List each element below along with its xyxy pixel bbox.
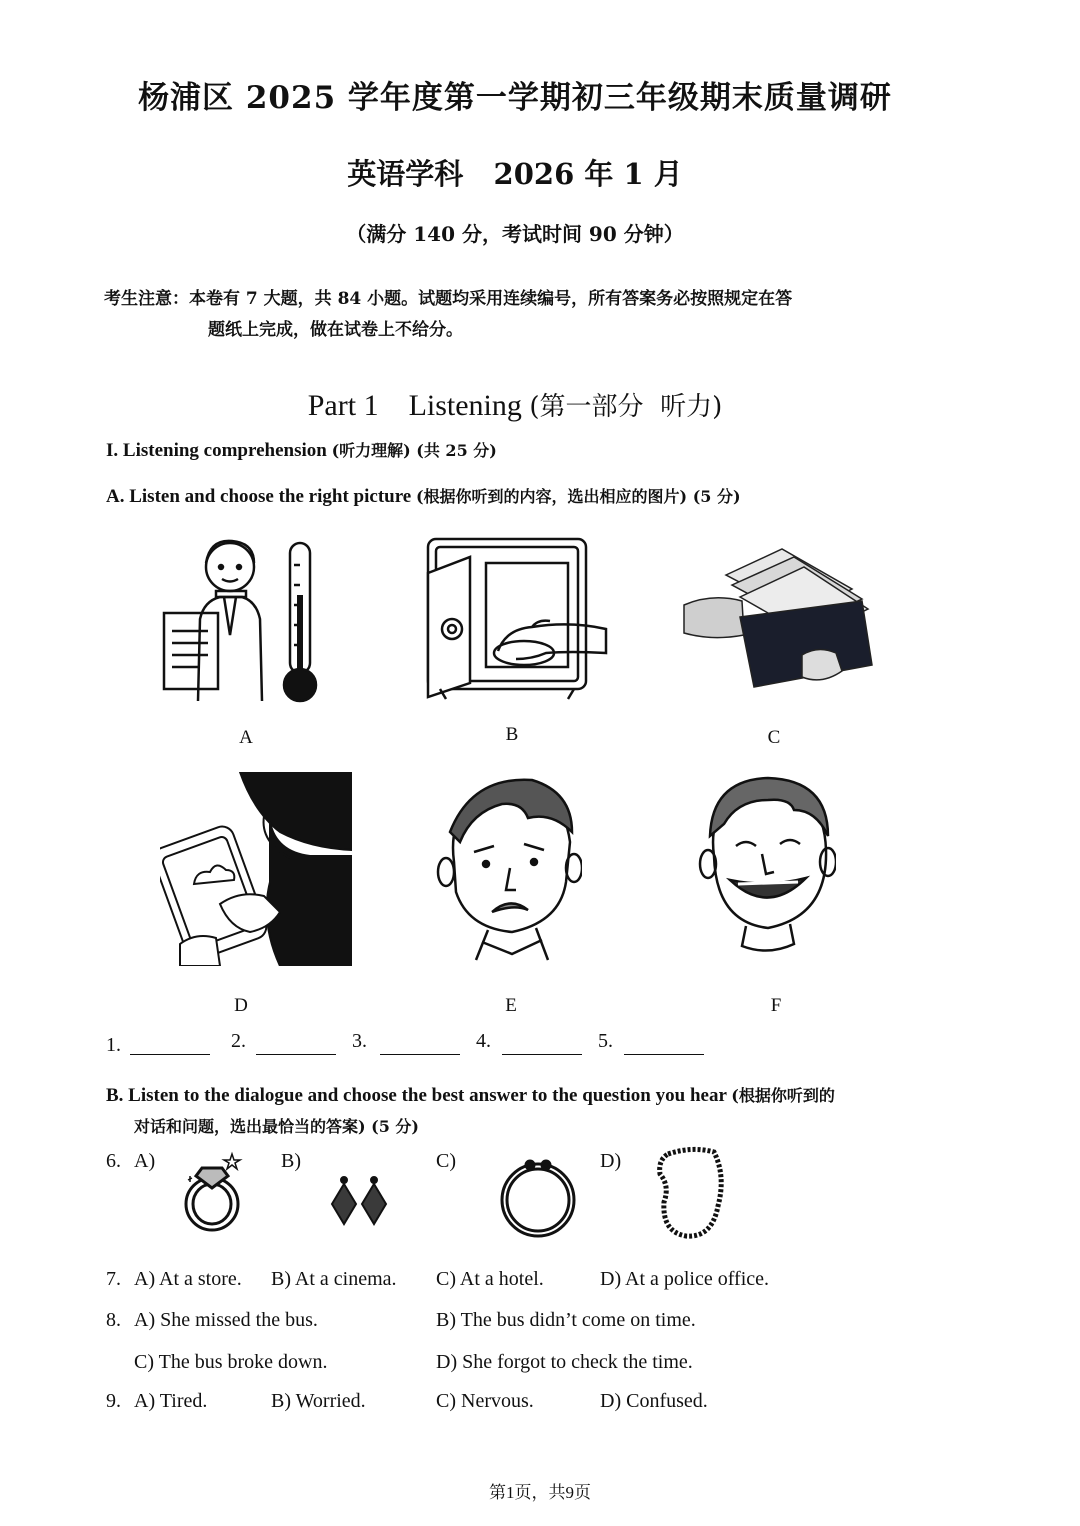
q8-option-b[interactable]: B) The bus didn’t come on time. bbox=[436, 1309, 696, 1331]
section-A-cn: (根据你听到的内容，选出相应的图片) (5 分) bbox=[415, 487, 741, 506]
notice-line-1: 本卷有 7 大题，共 84 小题。试题均采用连续编号，所有答案务必按照规定在答 bbox=[189, 289, 793, 309]
blank-label-3: 3. bbox=[352, 1030, 367, 1052]
q7-option-d[interactable]: D) At a police office. bbox=[600, 1268, 770, 1290]
section-B-heading bbox=[106, 1080, 936, 1142]
section-A-heading bbox=[106, 484, 741, 508]
picture-label-e: E bbox=[505, 995, 517, 1016]
q9-option-d[interactable]: D) Confused. bbox=[600, 1390, 708, 1412]
q8-option-d[interactable]: D) She forgot to check the time. bbox=[436, 1351, 693, 1373]
q7-option-b[interactable]: B) At a cinema. bbox=[271, 1268, 397, 1290]
picture-label-b: B bbox=[505, 724, 519, 745]
earrings-icon bbox=[328, 1174, 390, 1228]
picture-label-a: A bbox=[239, 727, 253, 748]
q7-option-a[interactable]: A) At a store. bbox=[134, 1268, 242, 1290]
exam-notice bbox=[104, 284, 934, 346]
q7-option-c[interactable]: C) At a hotel. bbox=[436, 1268, 544, 1290]
picture-label-f: F bbox=[770, 995, 782, 1016]
page-footer: 第1页，共9页 bbox=[489, 1483, 591, 1502]
q9-option-c[interactable]: C) Nervous. bbox=[436, 1390, 534, 1412]
section-I-en: I. Listening comprehension bbox=[106, 440, 332, 461]
blank-label-1: 1. bbox=[106, 1034, 121, 1056]
section-B-cn-1: (根据你听到的 bbox=[731, 1086, 835, 1105]
notice-line-2: 题纸上完成，做在试卷上不给分。 bbox=[208, 320, 463, 340]
section-A-en: A. Listen and choose the right picture bbox=[106, 486, 416, 507]
notice-label: 考生注意： bbox=[104, 289, 189, 309]
q6-option-c[interactable]: C) bbox=[436, 1150, 456, 1172]
blank-label-2: 2. bbox=[231, 1030, 246, 1052]
doctor-with-thermometer-icon bbox=[160, 535, 330, 705]
exam-score-time: （满分 140 分，考试时间 90 分钟） bbox=[346, 222, 684, 246]
laughing-boy-icon bbox=[698, 776, 836, 956]
part1-cn: (第一部分 听力) bbox=[529, 392, 723, 422]
answer-blank-3[interactable] bbox=[380, 1054, 460, 1055]
exam-title: 杨浦区 2025 学年度第一学期初三年级期末质量调研 bbox=[138, 80, 892, 116]
blank-label-4: 4. bbox=[476, 1030, 491, 1052]
section-B-en: B. Listen to the dialogue and choose the best answer to the question you hear bbox=[106, 1085, 732, 1106]
answer-blank-1[interactable] bbox=[130, 1054, 210, 1055]
part1-en: Part 1 Listening bbox=[307, 389, 530, 422]
hand-in-safe-icon bbox=[420, 533, 610, 703]
q9-number: 9. bbox=[106, 1390, 121, 1412]
exam-subject-date: 英语学科 2026 年 1 月 bbox=[347, 157, 683, 191]
q8-option-c[interactable]: C) The bus broke down. bbox=[134, 1351, 328, 1373]
ring-icon bbox=[180, 1148, 246, 1236]
bracelet-icon bbox=[496, 1156, 580, 1240]
q7-number: 7. bbox=[106, 1268, 121, 1290]
q6-option-a[interactable]: A) bbox=[134, 1150, 156, 1172]
part1-heading bbox=[0, 386, 1030, 423]
worried-boy-icon bbox=[432, 772, 582, 962]
section-B-cn-2: 对话和问题，选出最恰当的答案) (5 分) bbox=[134, 1117, 419, 1136]
necklace-icon bbox=[652, 1146, 732, 1244]
section-I-heading bbox=[106, 438, 497, 462]
person-using-phone-weather-icon bbox=[160, 772, 352, 966]
q8-option-a[interactable]: A) She missed the bus. bbox=[134, 1309, 318, 1331]
answer-blank-5[interactable] bbox=[624, 1054, 704, 1055]
picture-label-c: C bbox=[767, 727, 781, 748]
q9-option-a[interactable]: A) Tired. bbox=[134, 1390, 208, 1412]
picture-label-d: D bbox=[234, 995, 248, 1016]
section-I-cn: (听力理解) (共 25 分) bbox=[331, 441, 497, 460]
q8-number: 8. bbox=[106, 1309, 121, 1331]
q6-number: 6. bbox=[106, 1150, 121, 1172]
answer-blank-4[interactable] bbox=[502, 1054, 582, 1055]
answer-blank-2[interactable] bbox=[256, 1054, 336, 1055]
blank-label-5: 5. bbox=[598, 1030, 613, 1052]
q9-option-b[interactable]: B) Worried. bbox=[271, 1390, 366, 1412]
q6-option-d[interactable]: D) bbox=[600, 1150, 622, 1172]
q6-option-b[interactable]: B) bbox=[281, 1150, 301, 1172]
wallet-with-money-icon bbox=[682, 545, 882, 695]
